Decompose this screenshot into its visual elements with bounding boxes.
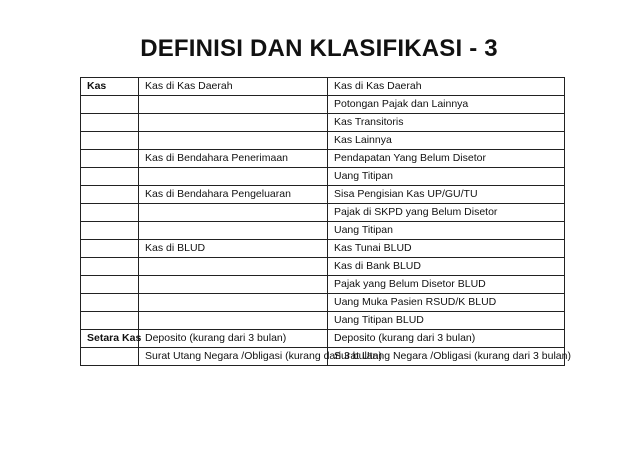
category-cell — [81, 312, 139, 330]
table-row — [81, 96, 565, 114]
detail-cell: Uang Titipan — [328, 222, 565, 240]
detail-cell: Uang Titipan — [328, 168, 565, 186]
detail-cell: Kas Tunai BLUD — [328, 240, 565, 258]
category-cell: Setara Kas — [81, 330, 139, 348]
detail-cell: Uang Muka Pasien RSUD/K BLUD — [328, 294, 565, 312]
table-row — [81, 258, 565, 276]
table-row — [81, 132, 565, 150]
detail-cell: Uang Titipan BLUD — [328, 312, 565, 330]
detail-cell: Kas di Bank BLUD — [328, 258, 565, 276]
category-cell — [81, 150, 139, 168]
detail-cell: Pajak di SKPD yang Belum Disetor — [328, 204, 565, 222]
page-title: DEFINISI DAN KLASIFIKASI - 3 — [140, 35, 498, 62]
account-cell — [139, 276, 328, 294]
table-row — [81, 78, 565, 96]
detail-cell: Deposito (kurang dari 3 bulan) — [328, 330, 565, 348]
table-row — [81, 222, 565, 240]
account-cell: Kas di Bendahara Penerimaan — [139, 150, 328, 168]
category-cell — [81, 168, 139, 186]
table-row — [81, 186, 565, 204]
category-cell — [81, 348, 139, 366]
account-cell: Kas di Bendahara Pengeluaran — [139, 186, 328, 204]
table-row — [81, 330, 565, 348]
detail-cell: Kas Lainnya — [328, 132, 565, 150]
category-cell — [81, 276, 139, 294]
account-cell — [139, 96, 328, 114]
category-cell — [81, 240, 139, 258]
detail-cell: Surat Utang Negara /Obligasi (kurang dari 3 bulan) — [328, 348, 565, 366]
detail-cell: Potongan Pajak dan Lainnya — [328, 96, 565, 114]
detail-cell: Kas Transitoris — [328, 114, 565, 132]
classification-table — [80, 77, 571, 366]
table-row — [81, 204, 565, 222]
account-cell — [139, 222, 328, 240]
category-cell: Kas — [81, 78, 139, 96]
category-cell — [81, 186, 139, 204]
category-cell — [81, 132, 139, 150]
account-cell: Surat Utang Negara /Obligasi (kurang dari 3 bulan) — [139, 348, 328, 366]
account-cell — [139, 168, 328, 186]
detail-cell: Pendapatan Yang Belum Disetor — [328, 150, 565, 168]
account-cell — [139, 312, 328, 330]
table-row — [81, 276, 565, 294]
table-row — [81, 294, 565, 312]
account-cell: Kas di BLUD — [139, 240, 328, 258]
account-cell: Deposito (kurang dari 3 bulan) — [139, 330, 328, 348]
account-cell — [139, 114, 328, 132]
category-cell — [81, 294, 139, 312]
account-cell — [139, 258, 328, 276]
account-cell — [139, 132, 328, 150]
category-cell — [81, 258, 139, 276]
account-cell: Kas di Kas Daerah — [139, 78, 328, 96]
detail-cell: Sisa Pengisian Kas UP/GU/TU — [328, 186, 565, 204]
table-row — [81, 348, 565, 366]
account-cell — [139, 204, 328, 222]
table-row — [81, 240, 565, 258]
table-row — [81, 168, 565, 186]
table-row — [81, 312, 565, 330]
table-row — [81, 150, 565, 168]
category-cell — [81, 222, 139, 240]
category-cell — [81, 114, 139, 132]
category-cell — [81, 204, 139, 222]
category-cell — [81, 96, 139, 114]
account-cell — [139, 294, 328, 312]
detail-cell: Pajak yang Belum Disetor BLUD — [328, 276, 565, 294]
detail-cell: Kas di Kas Daerah — [328, 78, 565, 96]
table-row — [81, 114, 565, 132]
